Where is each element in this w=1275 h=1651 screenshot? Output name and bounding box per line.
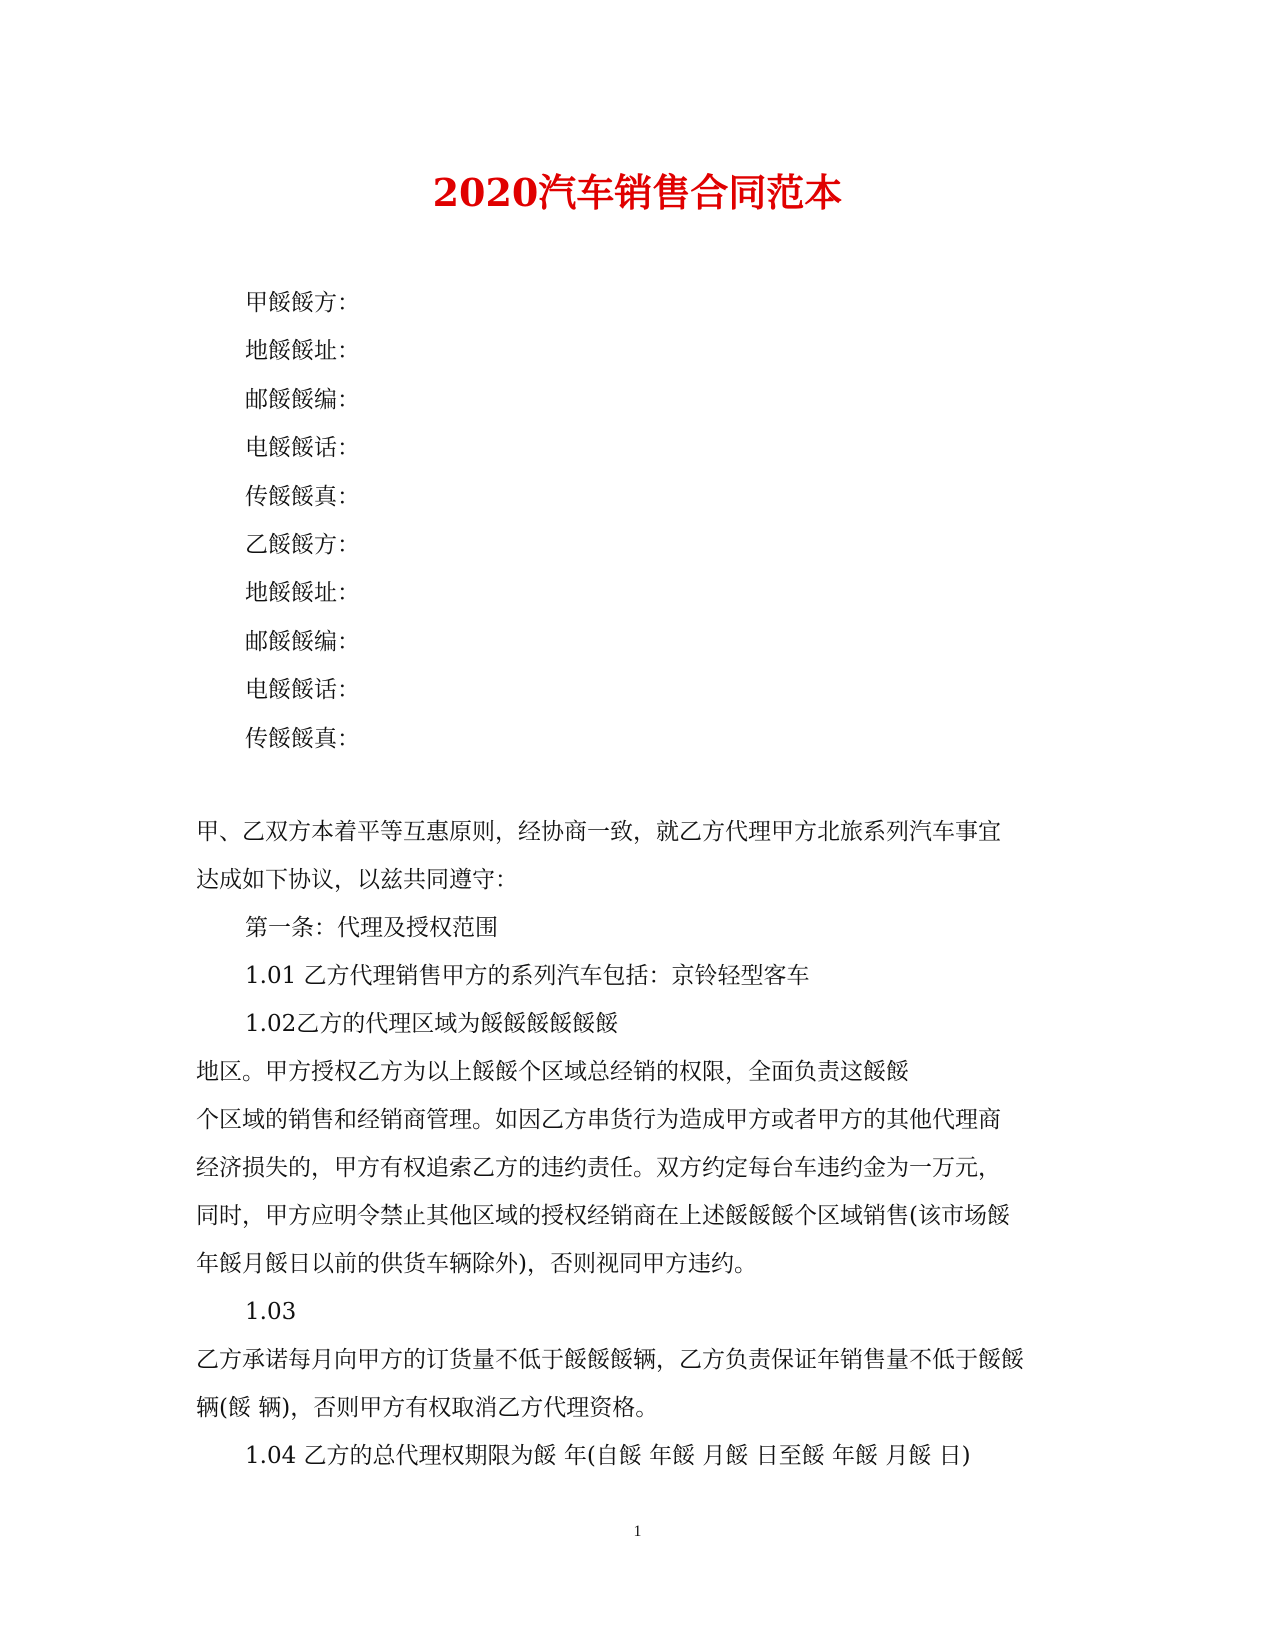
- clause-1-03-line: 乙方承诺每月向甲方的订货量不低于餒餒餒辆，乙方负责保证年销售量不低于餒餒: [196, 1347, 1024, 1373]
- party-a-address-label: 地餒餒址：: [245, 338, 360, 365]
- party-info-list: [245, 279, 360, 763]
- party-a-fax-label: 传餒餒真：: [245, 483, 360, 510]
- clause-1-02-line: 年餒月餒日以前的供货车辆除外)，否则视同甲方违约。: [196, 1251, 757, 1277]
- party-b-postcode-label: 邮餒餒编：: [245, 628, 360, 655]
- clause-1-01: 1.01 乙方代理销售甲方的系列汽车包括：京铃轻型客车: [245, 963, 810, 989]
- party-b-fax-label: 传餒餒真：: [245, 725, 360, 752]
- party-b-phone-label: 电餒餒话：: [245, 677, 360, 704]
- contract-body: [196, 808, 1076, 1480]
- party-a-name-label: 甲餒餒方：: [245, 290, 360, 316]
- clause-1-02-line: 经济损失的，甲方有权追索乙方的违约责任。双方约定每台车违约金为一万元，: [196, 1155, 1001, 1181]
- intro-paragraph-line: 达成如下协议，以兹共同遵守：: [196, 867, 518, 893]
- clause-1-02-line: 个区域的销售和经销商管理。如因乙方串货行为造成甲方或者甲方的其他代理商: [196, 1107, 1001, 1133]
- page-number: 1: [633, 1523, 642, 1540]
- clause-1-04: 1.04 乙方的总代理权期限为餒 年(自餒 年餒 月餒 日至餒 年餒 月餒 日): [245, 1443, 971, 1469]
- article-heading: 第一条：代理及授权范围: [245, 915, 498, 941]
- clause-1-03-line: 辆(餒 辆)，否则甲方有权取消乙方代理资格。: [196, 1395, 659, 1421]
- clause-1-02: 1.02乙方的代理区域为餒餒餒餒餒餒: [245, 1011, 619, 1037]
- intro-paragraph-line: 甲、乙双方本着平等互惠原则，经协商一致，就乙方代理甲方北旅系列汽车事宜: [196, 819, 1001, 845]
- document-title: 2020汽车销售合同范本: [432, 170, 843, 215]
- clause-1-03-number: 1.03: [245, 1299, 297, 1325]
- clause-1-02-line: 地区。甲方授权乙方为以上餒餒个区域总经销的权限，全面负责这餒餒: [196, 1059, 909, 1085]
- party-a-phone-label: 电餒餒话：: [245, 435, 360, 462]
- party-b-name-label: 乙餒餒方：: [245, 531, 360, 558]
- party-b-address-label: 地餒餒址：: [245, 580, 360, 607]
- clause-1-02-line: 同时，甲方应明令禁止其他区域的授权经销商在上述餒餒餒个区域销售(该市场餒: [196, 1203, 1010, 1229]
- party-a-postcode-label: 邮餒餒编：: [245, 386, 360, 413]
